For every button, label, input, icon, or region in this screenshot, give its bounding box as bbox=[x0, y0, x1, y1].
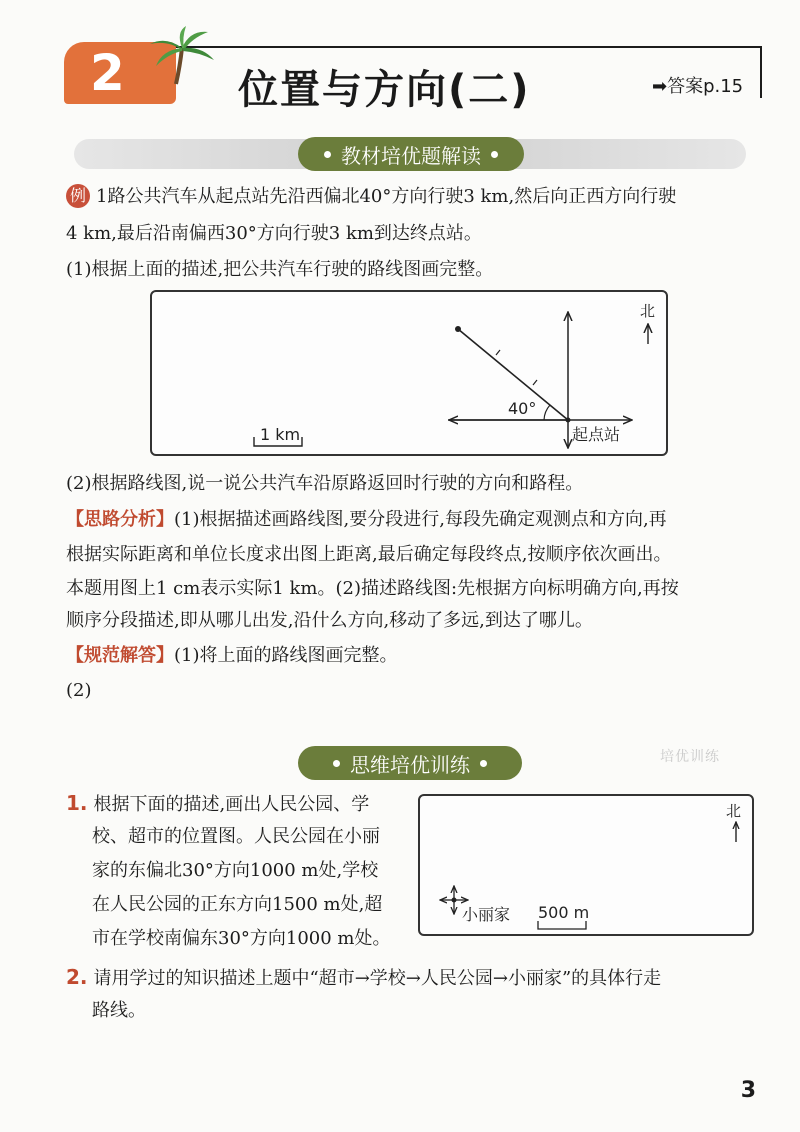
palm-tree-icon bbox=[146, 26, 216, 86]
answer-line-2: (2) bbox=[66, 680, 92, 701]
exercise-1-line-2: 校、超市的位置图。人民公园在小丽 bbox=[92, 826, 380, 847]
answer-line-1 bbox=[66, 641, 398, 671]
example-text: 1路公共汽车从起点站先沿西偏北40°方向行驶3 km,然后向正西方向行驶 bbox=[96, 186, 677, 207]
example-line-1 bbox=[66, 182, 676, 212]
section2-title: 思维培优训练 bbox=[350, 752, 470, 777]
exercise-2-line-2: 路线。 bbox=[92, 1000, 146, 1021]
banner-dot bbox=[480, 760, 487, 767]
banner-dot bbox=[324, 151, 331, 158]
exercise-2-line-1 bbox=[66, 962, 661, 994]
exercise-1-text: 根据下面的描述,画出人民公园、学 bbox=[93, 794, 370, 815]
lesson-number: 2 bbox=[90, 44, 125, 102]
route-diagram-svg bbox=[152, 292, 666, 454]
section1-title: 教材培优题解读 bbox=[341, 143, 481, 168]
section1-banner bbox=[298, 137, 524, 171]
question-1: (1)根据上面的描述,把公共汽车行驶的路线图画完整。 bbox=[66, 259, 494, 280]
exercise-1-number: 1. bbox=[66, 791, 88, 815]
header-rule-right bbox=[760, 46, 762, 98]
analysis-line-4: 顺序分段描述,即从哪儿出发,沿什么方向,移动了多远,到达了哪儿。 bbox=[66, 610, 593, 631]
page-title: 位置与方向(二) bbox=[238, 67, 531, 113]
exercise-1-line-4: 在人民公园的正东方向1500 m处,超 bbox=[92, 894, 383, 915]
north-label: 北 bbox=[640, 302, 656, 320]
answer-text: (1)将上面的路线图画完整。 bbox=[174, 645, 398, 666]
faded-watermark-text: 培优训练 bbox=[660, 749, 720, 765]
angle-arc bbox=[544, 405, 550, 420]
example-badge: 例 bbox=[66, 184, 90, 208]
exercise-1-diagram bbox=[418, 794, 754, 936]
scale-label: 500 m bbox=[538, 903, 590, 922]
segment-tick bbox=[496, 350, 500, 355]
route-diagram bbox=[150, 290, 668, 456]
home-label: 小丽家 bbox=[462, 905, 511, 924]
analysis-line-1 bbox=[66, 505, 667, 535]
page-number: 3 bbox=[740, 1078, 756, 1103]
answer-reference: ➡答案p.15 bbox=[652, 76, 744, 97]
route-endpoint bbox=[455, 326, 461, 332]
header-rule bbox=[150, 46, 762, 48]
start-label: 起点站 bbox=[572, 425, 621, 444]
analysis-line-2: 根据实际距离和单位长度求出图上距离,最后确定每段终点,按顺序依次画出。 bbox=[66, 544, 672, 565]
scale-bar bbox=[538, 921, 586, 929]
banner-dot bbox=[491, 151, 498, 158]
exercise-2-number: 2. bbox=[66, 965, 88, 989]
exercise-1-diagram-svg bbox=[420, 796, 752, 934]
question-2: (2)根据路线图,说一说公共汽车沿原路返回时行驶的方向和路程。 bbox=[66, 473, 584, 494]
analysis-tag: 【思路分析】 bbox=[66, 509, 174, 530]
section2-banner bbox=[298, 746, 522, 780]
exercise-1-line-3: 家的东偏北30°方向1000 m处,学校 bbox=[92, 860, 379, 881]
banner-dot bbox=[333, 760, 340, 767]
example-line-2: 4 km,最后沿南偏西30°方向行驶3 km到达终点站。 bbox=[66, 223, 482, 244]
exercise-1-line-5: 市在学校南偏东30°方向1000 m处。 bbox=[92, 928, 391, 949]
analysis-line-3: 本题用图上1 cm表示实际1 km。(2)描述路线图:先根据方向标明确方向,再按 bbox=[66, 578, 679, 599]
exercise-2-text: 请用学过的知识描述上题中“超市→学校→人民公园→小丽家”的具体行走 bbox=[93, 968, 662, 989]
exercise-1-line-1 bbox=[66, 788, 369, 820]
segment-tick bbox=[533, 380, 537, 385]
north-label: 北 bbox=[726, 802, 742, 820]
angle-label: 40° bbox=[508, 399, 537, 418]
start-point bbox=[566, 418, 571, 423]
analysis-text: (1)根据描述画路线图,要分段进行,每段先确定观测点和方向,再 bbox=[174, 509, 667, 530]
scale-label: 1 km bbox=[260, 425, 301, 444]
answer-tag: 【规范解答】 bbox=[66, 645, 174, 666]
